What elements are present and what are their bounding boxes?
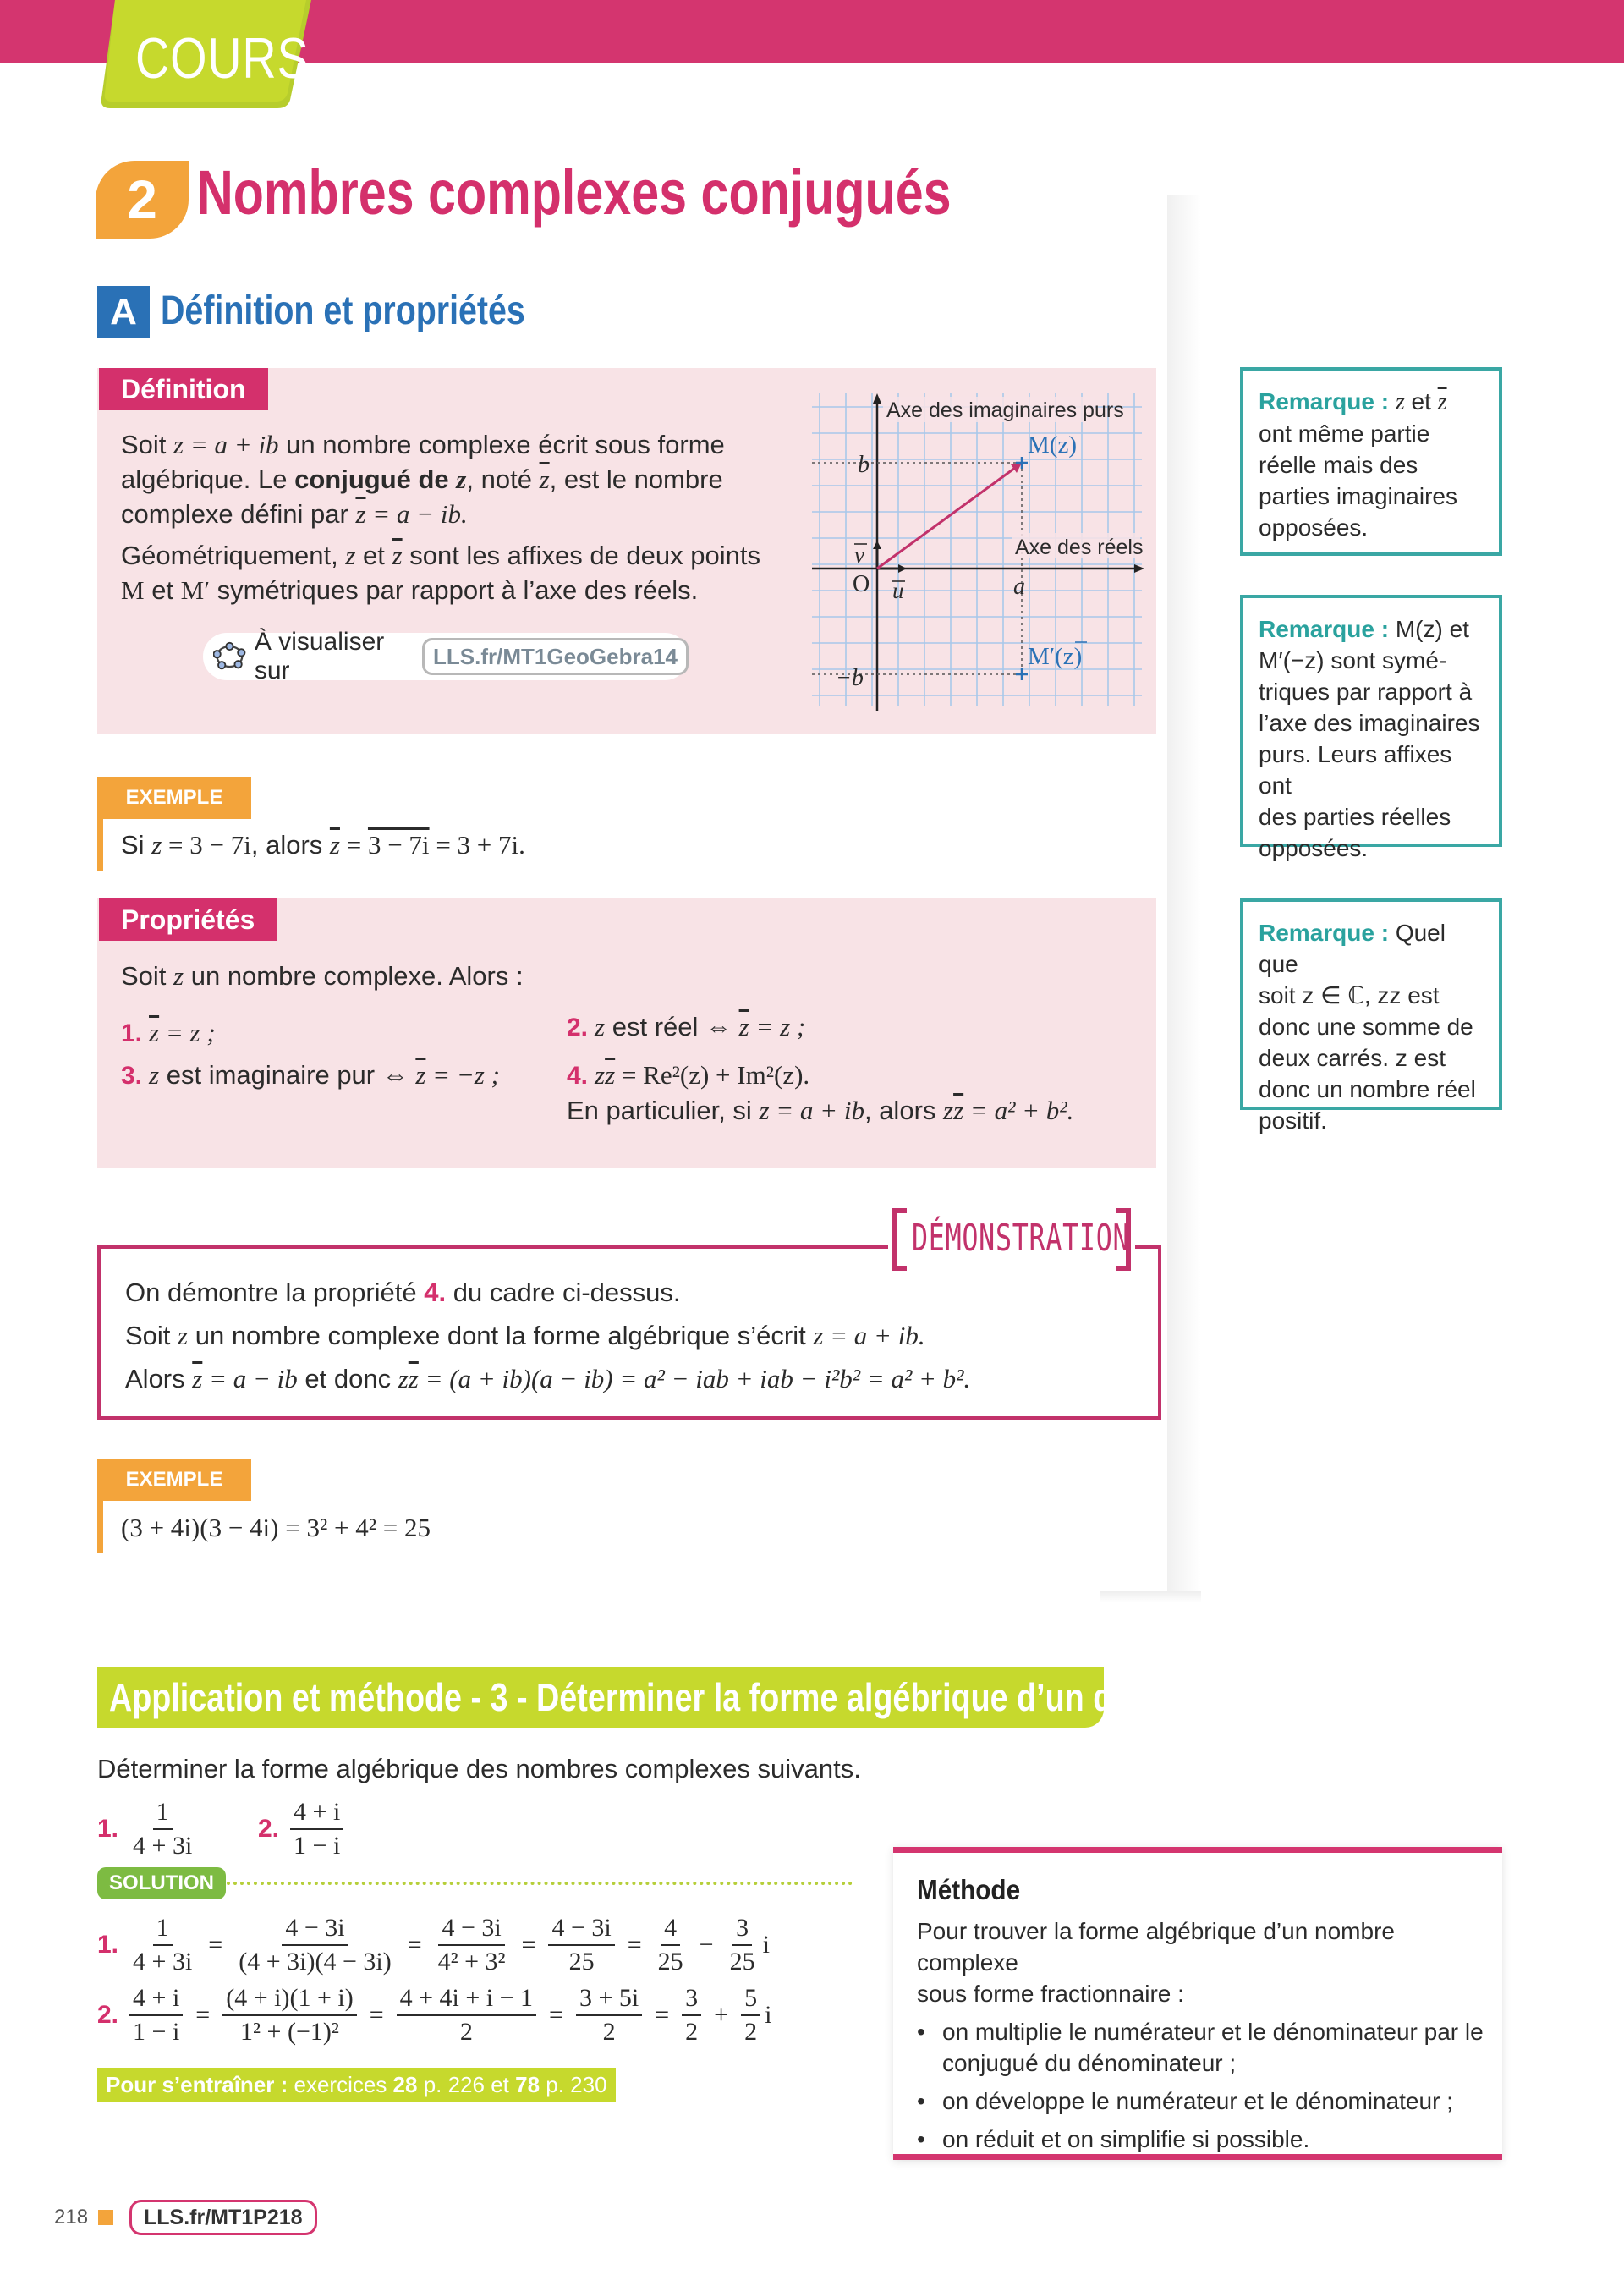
remark-2: Remarque : M(z) et M′(−z) sont symé- triques par rapport à l’axe des imaginaires purs. Leurs affixes ont des parties réelles opposées. bbox=[1240, 595, 1502, 847]
card-shadow bbox=[1167, 195, 1201, 1591]
example1-rule bbox=[97, 819, 103, 871]
definition-text bbox=[121, 427, 798, 607]
point-m-prime-label: M′(z) bbox=[1028, 643, 1083, 670]
demonstration-tag: DÉMONSTRATION bbox=[912, 1217, 1130, 1260]
example1-tag: EXEMPLE bbox=[97, 777, 251, 819]
property-2: 2. z est réel ⇔ $\overline{z} = z$ ; bbox=[567, 1012, 806, 1041]
definition-line: Géométriquement, z et $\overline{z}$ sont les affixes de deux points bbox=[121, 541, 760, 570]
property-1: 1. $\overline{z} = z$ ; bbox=[121, 1015, 216, 1051]
geogebra-link[interactable]: LLS.fr/MT1GeoGebra14 bbox=[422, 638, 689, 675]
properties-tag: Propriétés bbox=[99, 898, 277, 941]
property-4: 4. $z\overline{z} = Re^2(z) + Im^2(z)$. En particulier, si z = a + ib, alors $z\overline{z} = a^2 + b^2$. bbox=[567, 1060, 1074, 1125]
point-m-label: M(z) bbox=[1028, 431, 1077, 459]
definition-line: algébrique. Le conjugué de z, noté $\overline{z}$, est le nombre bbox=[121, 464, 723, 494]
application-banner: Application et méthode - 3 - Déterminer la forme algébrique d’un quotient bbox=[97, 1667, 1104, 1728]
cours-label: COURS bbox=[135, 26, 310, 91]
property-3: 3. z est imaginaire pur ⇔ $\overline{z} = -z$ ; bbox=[121, 1060, 500, 1090]
practice-banner[interactable]: Pour s’entraîner : exercices 28 p. 226 et 78 p. 230 bbox=[97, 2068, 616, 2102]
question-2: 2. $\frac{4 + i}{1 - i}$ bbox=[258, 1798, 348, 1860]
remark-1: Remarque : z et $\overline{z}$ ont même partie réelle mais des parties imaginaires opposées. bbox=[1240, 367, 1502, 556]
section-number-badge: 2 bbox=[96, 161, 189, 239]
method-text: Pour trouver la forme algébrique d’un nombre complexe sous forme fractionnaire : • on multiplie le numérateur et le dénominateur par le conjugué du dénominateur ; • on développe le numérateur et le dénominateur ; • on réduit et on simplifie si possible. bbox=[917, 1915, 1492, 2155]
method-bullet: • on réduit et on simplifie si possible. bbox=[917, 2126, 1310, 2152]
visualize-text: À visualiser sur bbox=[254, 628, 385, 684]
definition-line: complexe défini par $\overline{z} = a$ − ib. bbox=[121, 499, 468, 529]
minus-b-label: −b bbox=[836, 665, 864, 691]
definition-line: Soit z = a + ib un nombre complexe écrit sous forme bbox=[121, 430, 725, 459]
b-label: b bbox=[858, 452, 870, 478]
example2-tag: EXEMPLE bbox=[97, 1459, 251, 1501]
footer-link[interactable]: LLS.fr/MT1P218 bbox=[129, 2200, 317, 2235]
solution-tag: SOLUTION bbox=[97, 1867, 226, 1899]
demonstration-line: Soit z un nombre complexe dont la forme algébrique s’écrit z = a + ib. bbox=[125, 1321, 925, 1350]
subsection-letter-badge: A bbox=[97, 286, 150, 338]
complex-plane-graph bbox=[812, 393, 1150, 715]
origin-label: O bbox=[853, 571, 870, 597]
solution-1: 1. $\frac{1}{4 + 3i}$ = $\frac{4 - 3i}{(4 + 3i)(4 - 3i)}$ = $\frac{4 - 3i}{\text{4² + 3²}}$ = $\frac{4 - 3i}{25}$ = $\frac{4}{25}$ − $\frac{3}{25}$ i bbox=[97, 1914, 770, 1976]
demonstration-line: Alors $\overline{z} = a$ − ib et donc $z\overline{z} = (a + ib)(a - ib) = a^2$ − iab + iab − i²b² = a² + b². bbox=[125, 1364, 971, 1393]
demonstration-text bbox=[125, 1271, 970, 1400]
question-1: 1. $\frac{1}{4 + 3i}$ bbox=[97, 1798, 193, 1860]
card-shadow-bottom bbox=[1100, 1591, 1201, 1602]
real-axis-label: Axe des réels bbox=[1015, 536, 1144, 559]
remark-3: Remarque : Quel que soit z ∈ ℂ, zz est donc une somme de deux carrés. z est donc un nombre réel positif. bbox=[1240, 898, 1502, 1110]
solution-dotted-line bbox=[227, 1882, 853, 1885]
u-label: u bbox=[892, 578, 904, 603]
geogebra-link-pill[interactable] bbox=[203, 628, 689, 684]
geogebra-icon bbox=[213, 639, 246, 674]
application-instruction: Déterminer la forme algébrique des nombres complexes suivants. bbox=[97, 1754, 861, 1783]
method-title: Méthode bbox=[917, 1874, 1021, 1905]
method-bullet: • on développe le numérateur et le dénominateur ; bbox=[917, 2088, 1453, 2114]
a-label: a bbox=[1013, 574, 1025, 600]
footer-square bbox=[98, 2210, 113, 2225]
example2-text: (3 + 4i)(3 − 4i) = 3² + 4² = 25 bbox=[121, 1513, 431, 1542]
definition-tag: Définition bbox=[99, 368, 268, 410]
method-bullet: • on multiplie le numérateur et le dénominateur par le conjugué du dénominateur ; bbox=[917, 2019, 1484, 2076]
v-label: v bbox=[854, 542, 864, 568]
imag-axis-label: Axe des imaginaires purs bbox=[886, 398, 1124, 422]
example2-rule bbox=[97, 1501, 103, 1553]
subsection-title: Définition et propriétés bbox=[161, 288, 525, 333]
example1-text: Si z = 3 − 7i, alors $\overline{z} = 3 - 7i = 3 + 7i$. bbox=[121, 830, 525, 860]
section-title: Nombres complexes conjugués bbox=[197, 157, 952, 228]
solution-2: 2. $\frac{4 + i}{1 - i}$ = $\frac{(4 + i)(1 + i)}{\text{1² + (−1)²}}$ = $\frac{4 + 4i + i - 1}{2}$ = $\frac{3 + 5i}{2}$ = $\frac{3}{2}$ + $\frac{5}{2}$ i bbox=[97, 1984, 772, 2046]
demonstration-line: On démontre la propriété 4. du cadre ci-dessus. bbox=[125, 1278, 681, 1307]
definition-line: M et M′ symétriques par rapport à l’axe des réels. bbox=[121, 575, 699, 605]
page-number: 218 bbox=[54, 2206, 89, 2228]
properties-intro: Soit z un nombre complexe. Alors : bbox=[121, 961, 524, 991]
